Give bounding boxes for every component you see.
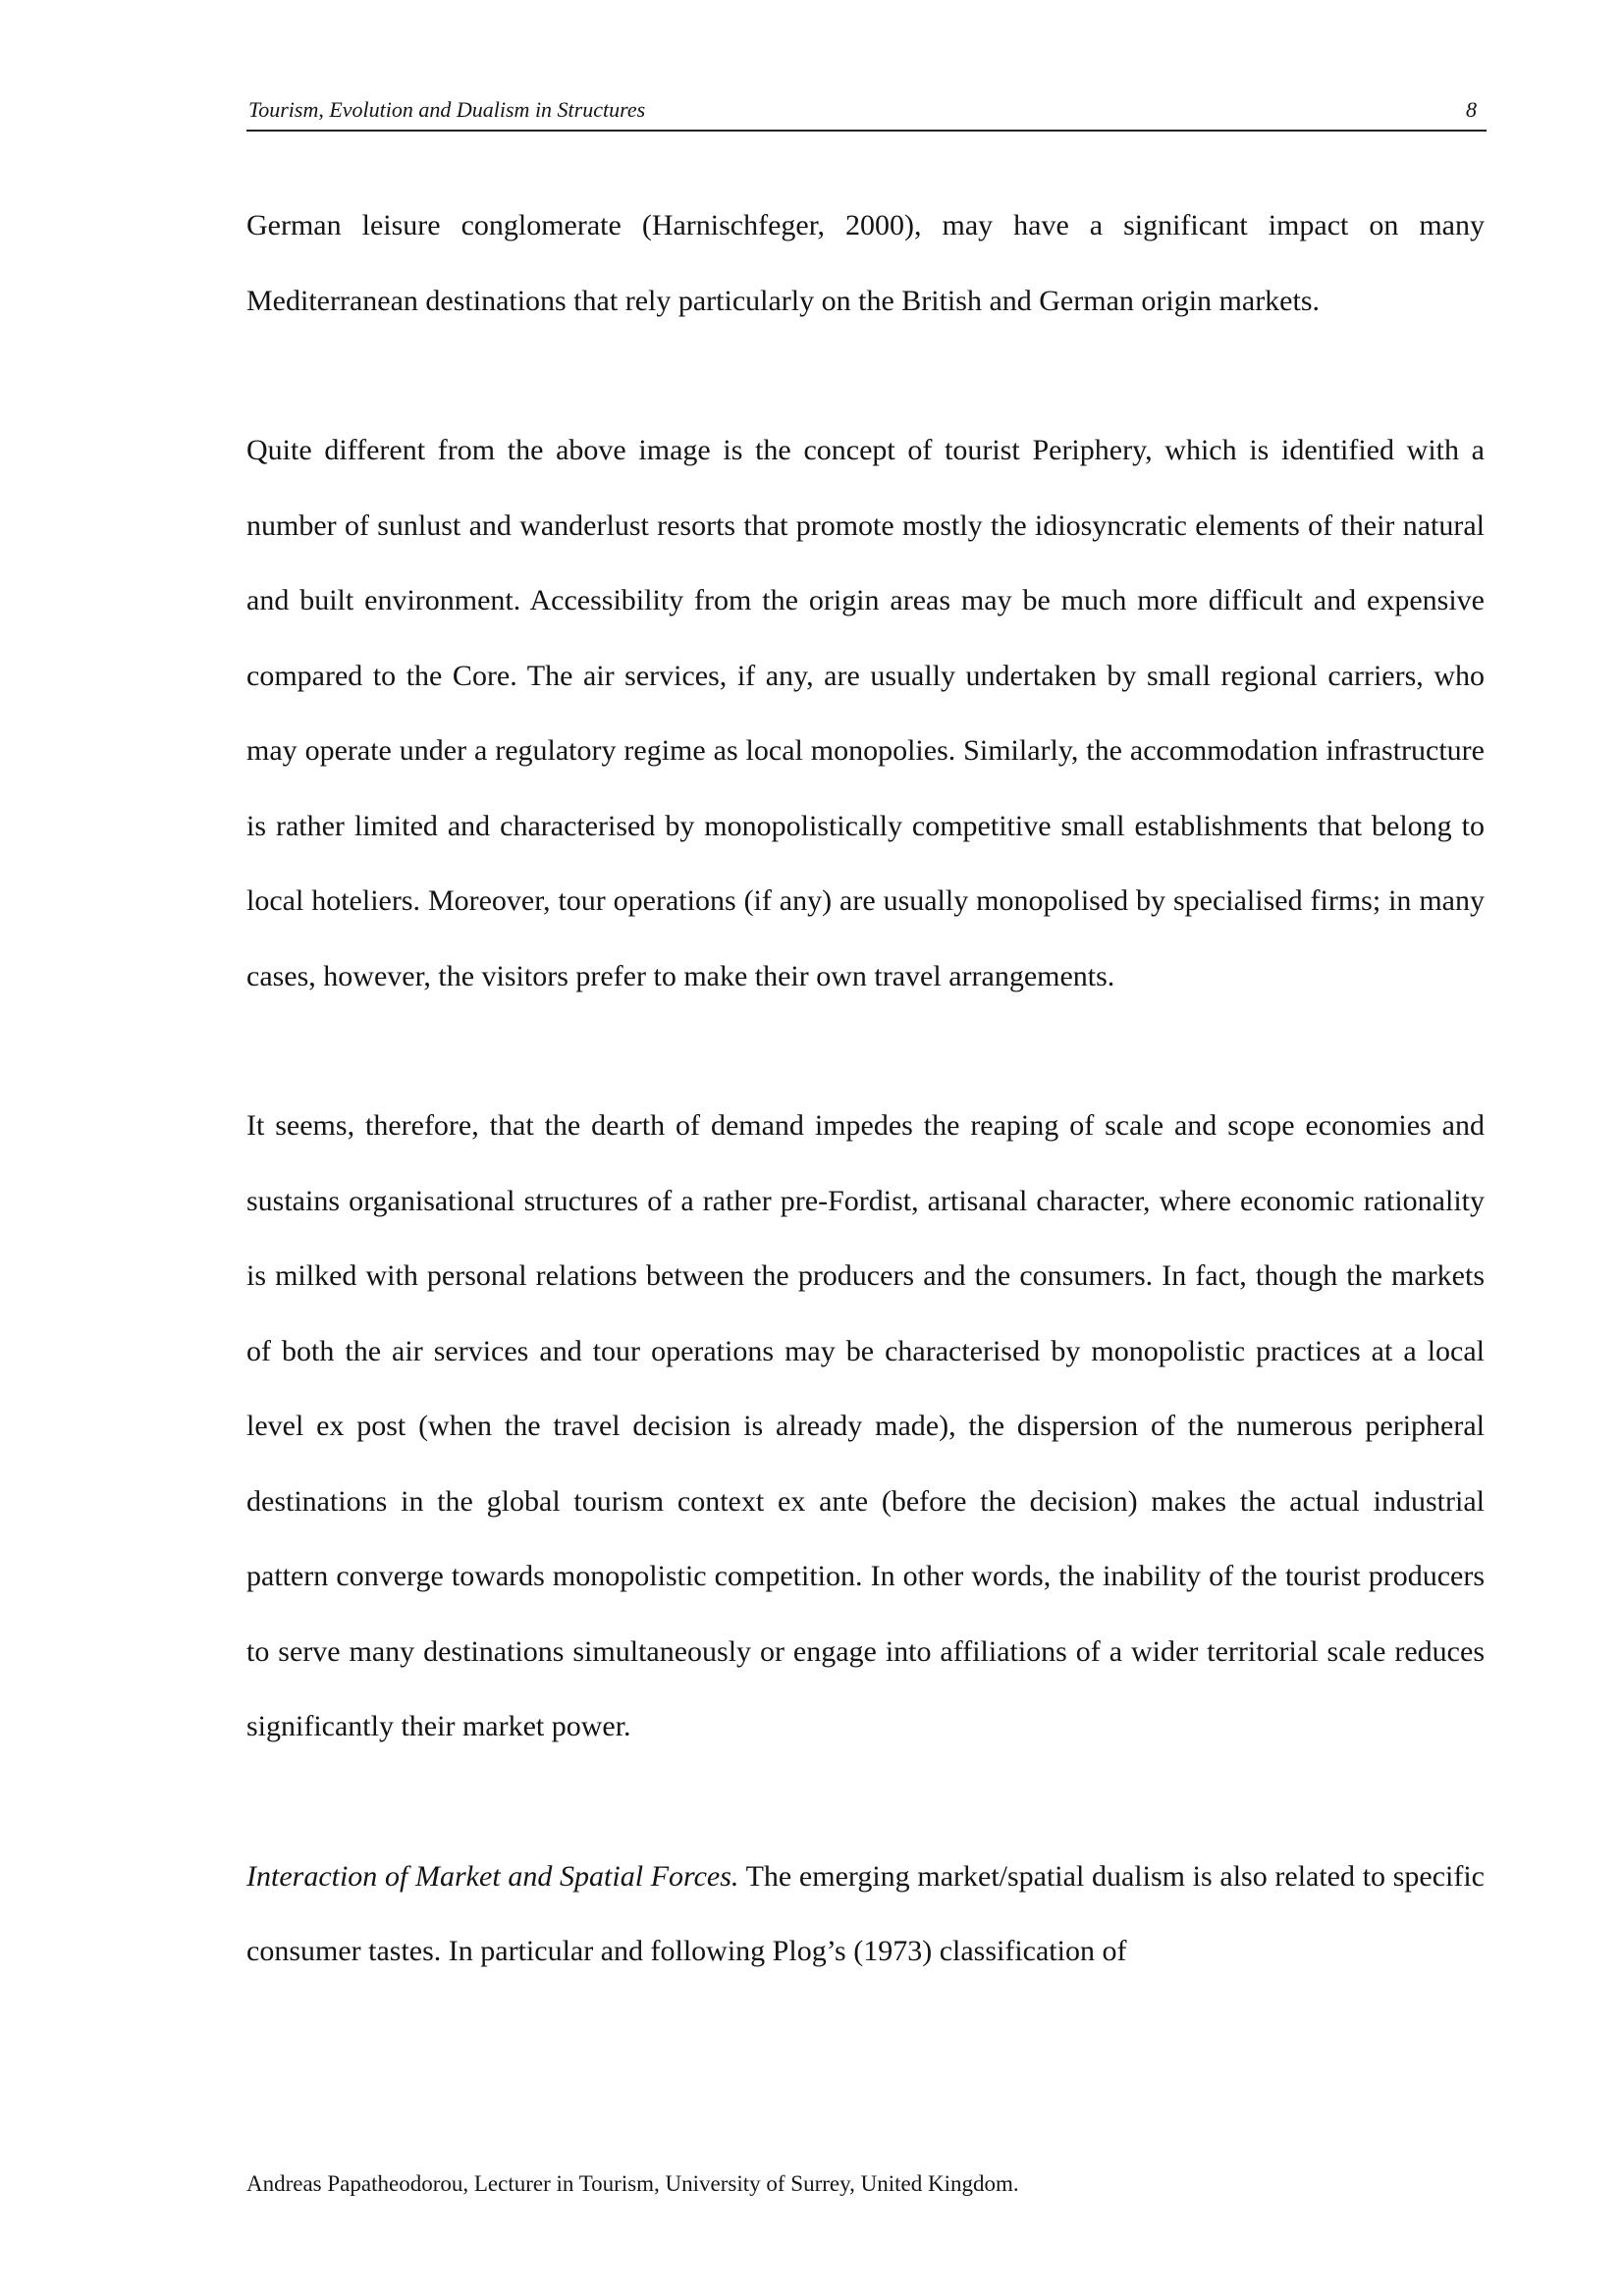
paragraph-3	[246, 1089, 1485, 1765]
body-text	[246, 188, 1485, 1990]
paragraph-2	[246, 413, 1485, 1014]
running-title: Tourism, Evolution and Dualism in Structures	[248, 97, 646, 122]
paragraph-4	[246, 1840, 1485, 1990]
paragraph-4-text: The emerging market/spatial dualism is also related to specific consumer tastes. In particular and following Plog’s (1973) classification of	[246, 1859, 1486, 1967]
running-header	[246, 94, 1487, 132]
paragraph-1	[246, 188, 1485, 339]
paragraph-1-text: German leisure conglomerate (Harnischfeger, 2000), may have a significant impact on many Mediterranean destinations that rely particularly on the British and German origin markets.	[246, 209, 1485, 317]
page-footer: Andreas Papatheodorou, Lecturer in Tourism, University of Surrey, United Kingdom.	[246, 2171, 1019, 2196]
paragraph-3-text: It seems, therefore, that the dearth of demand impedes the reaping of scale and scope economies and sustains organisational structures of a rather pre-Fordist, artisanal character, where economic rationality is milked with personal relations between the producers and the consumers. In fact, though the markets of both the air services and tour operations may be characterised by monopolistic practices at a local level ex post (when the travel decision is already made), the dispersion of the numerous peripheral destinations in the global tourism context ex ante (before the decision) makes the actual industrial pattern converge towards monopolistic competition. In other words, the inability of the tourist producers to serve many destinations simultaneously or engage into affiliations of a wider territorial scale reduces significantly their market power.	[246, 1109, 1485, 1742]
section-run-in-heading: Interaction of Market and Spatial Forces.	[246, 1859, 739, 1893]
page-number: 8	[1466, 97, 1477, 122]
paragraph-2-text: Quite different from the above image is the concept of tourist Periphery, which is identified with a number of sunlust and wanderlust resorts that promote mostly the idiosyncratic elements of their natural and built environment. Accessibility from the origin areas may be much more difficult and expensive compared to the Core. The air services, if any, are usually undertaken by small regional carriers, who may operate under a regulatory regime as local monopolies. Similarly, the accommodation infrastructure is rather limited and characterised by monopolistically competitive small establishments that belong to local hoteliers. Moreover, tour operations (if any) are usually monopolised by specialised firms; in many cases, however, the visitors prefer to make their own travel arrangements.	[246, 434, 1485, 992]
